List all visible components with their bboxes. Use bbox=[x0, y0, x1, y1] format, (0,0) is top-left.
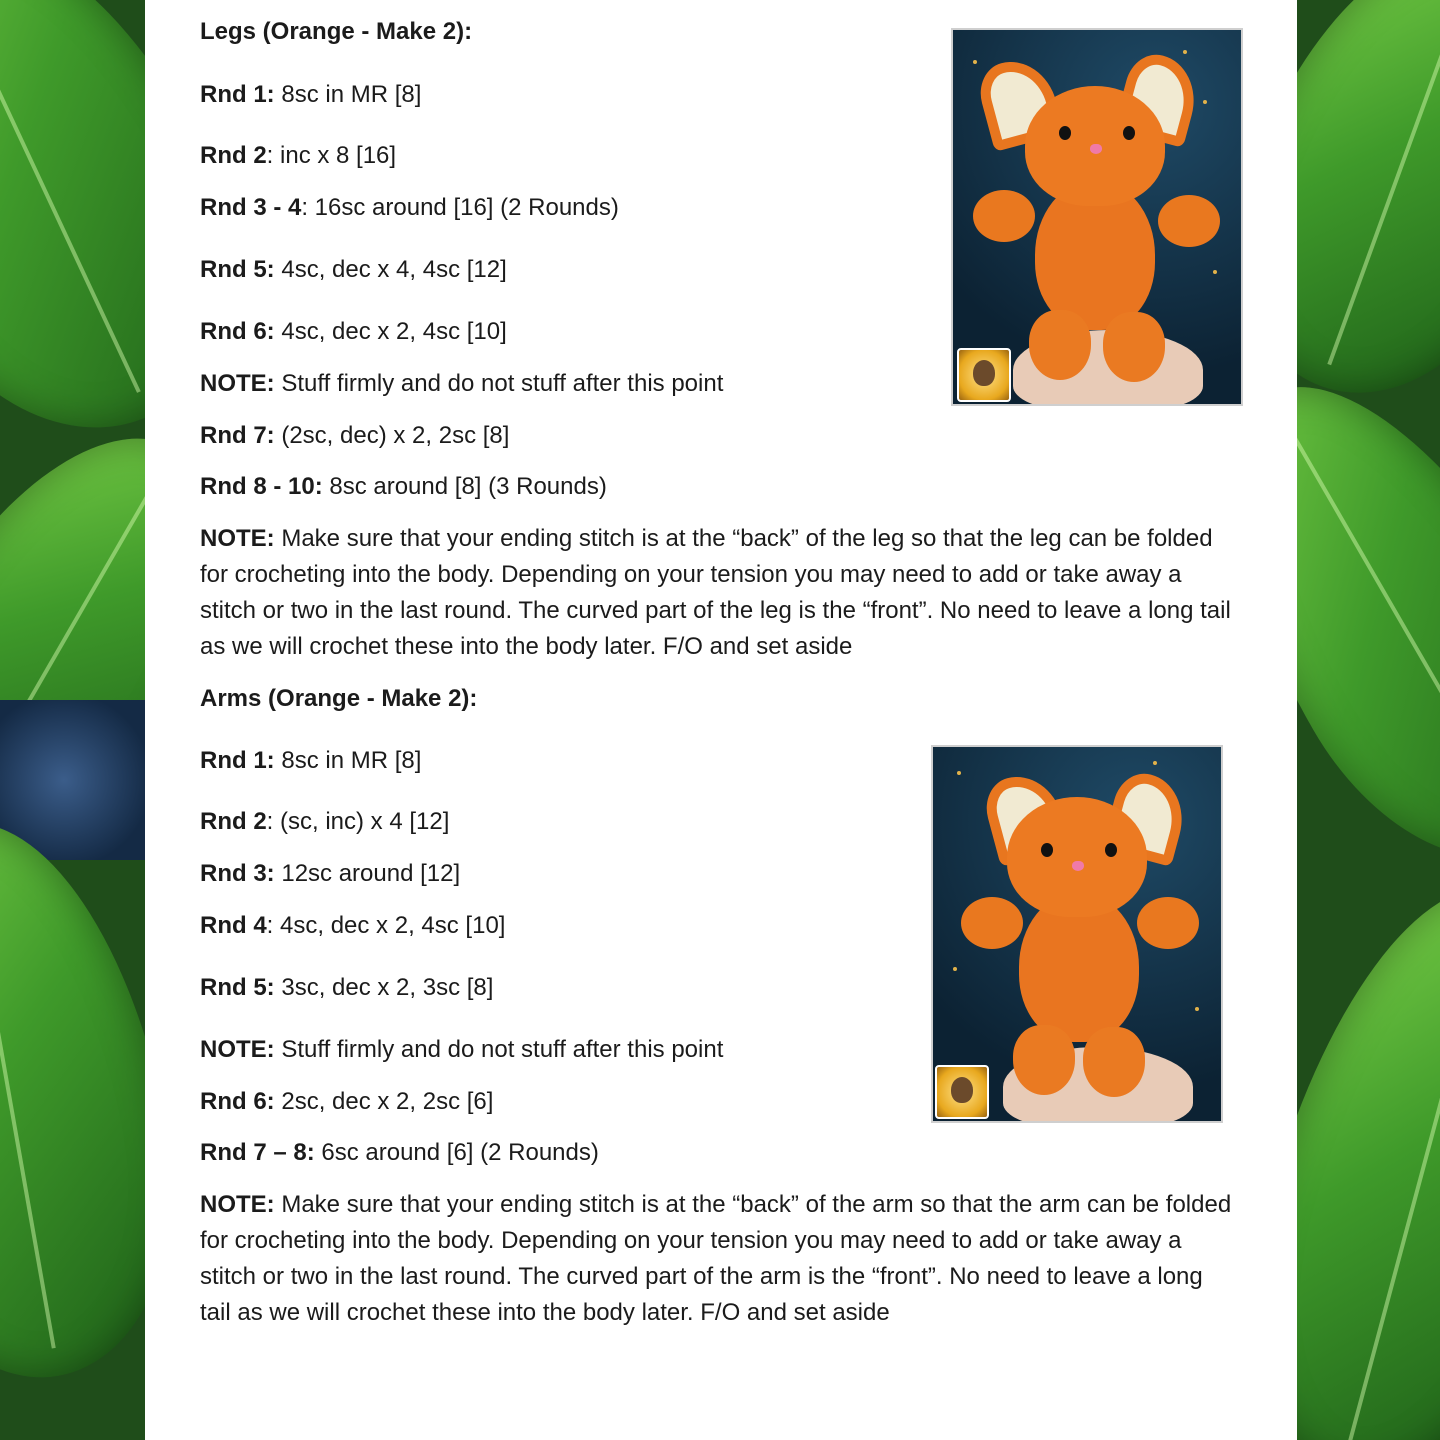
designer-logo-badge bbox=[935, 1065, 989, 1119]
toy-nose bbox=[1090, 144, 1102, 154]
legs-row-5: Rnd 6: 4sc, dec x 2, 4sc [10] bbox=[200, 318, 507, 345]
toy-right-leg bbox=[1103, 312, 1165, 382]
toy-right-eye bbox=[1123, 126, 1135, 140]
legs-heading: Legs (Orange - Make 2): bbox=[200, 18, 473, 45]
arms-row-1: Rnd 1: 8sc in MR [8] bbox=[200, 747, 422, 774]
arms-row-5: Rnd 5: 3sc, dec x 2, 3sc [8] bbox=[200, 974, 494, 1001]
legs-note-paragraph: NOTE: Make sure that your ending stitch is at the “back” of the leg so that the leg can be folded for crocheting into the body. Depending on your tension you may need to add or take away a stitch or two in the last round. The curved part of the leg is the “front”. No need to leave a long tail as we will crochet these into the body later. F/O and set aside bbox=[200, 525, 1231, 660]
legs-row-8-10: Rnd 8 - 10: 8sc around [8] (3 Rounds) bbox=[200, 473, 607, 500]
pattern-page bbox=[145, 0, 1297, 1440]
legs-row-1: Rnd 1: 8sc in MR [8] bbox=[200, 81, 422, 108]
night-sky-patch bbox=[0, 700, 160, 860]
arms-row-6: Rnd 6: 2sc, dec x 2, 2sc [6] bbox=[200, 1088, 494, 1115]
legs-row-4: Rnd 5: 4sc, dec x 4, 4sc [12] bbox=[200, 256, 507, 283]
legs-photo bbox=[951, 28, 1243, 406]
toy-left-eye bbox=[1041, 843, 1053, 857]
arms-row-2: Rnd 2: (sc, inc) x 4 [12] bbox=[200, 808, 450, 835]
arms-row-7-8: Rnd 7 – 8: 6sc around [6] (2 Rounds) bbox=[200, 1139, 599, 1166]
arms-note-stuff: NOTE: Stuff firmly and do not stuff after this point bbox=[200, 1036, 724, 1063]
arms-note-paragraph: NOTE: Make sure that your ending stitch is at the “back” of the arm so that the arm can be folded for crocheting into the body. Depending on your tension you may need to add or take away a stitch or two in the last round. The curved part of the arm is the “front”. No need to leave a long tail as we will crochet these into the body later. F/O and set aside bbox=[200, 1191, 1232, 1326]
arms-row-4: Rnd 4: 4sc, dec x 2, 4sc [10] bbox=[200, 912, 506, 939]
toy-right-leg bbox=[1083, 1027, 1145, 1097]
toy-nose bbox=[1072, 861, 1084, 871]
arms-row-3: Rnd 3: 12sc around [12] bbox=[200, 860, 461, 887]
toy-left-arm bbox=[973, 190, 1035, 242]
toy-right-eye bbox=[1105, 843, 1117, 857]
arms-heading: Arms (Orange - Make 2): bbox=[200, 685, 478, 712]
toy-left-arm bbox=[961, 897, 1023, 949]
designer-logo-badge bbox=[957, 348, 1011, 402]
toy-left-eye bbox=[1059, 126, 1071, 140]
arms-photo bbox=[931, 745, 1223, 1123]
toy-left-leg bbox=[1029, 310, 1091, 380]
legs-row-2: Rnd 2: inc x 8 [16] bbox=[200, 142, 397, 169]
toy-right-arm bbox=[1137, 897, 1199, 949]
legs-note-stuff: NOTE: Stuff firmly and do not stuff after this point bbox=[200, 370, 724, 397]
legs-row-3: Rnd 3 - 4: 16sc around [16] (2 Rounds) bbox=[200, 194, 619, 221]
toy-right-arm bbox=[1158, 195, 1220, 247]
toy-head bbox=[1007, 797, 1147, 917]
legs-row-7: Rnd 7: (2sc, dec) x 2, 2sc [8] bbox=[200, 422, 510, 449]
toy-left-leg bbox=[1013, 1025, 1075, 1095]
